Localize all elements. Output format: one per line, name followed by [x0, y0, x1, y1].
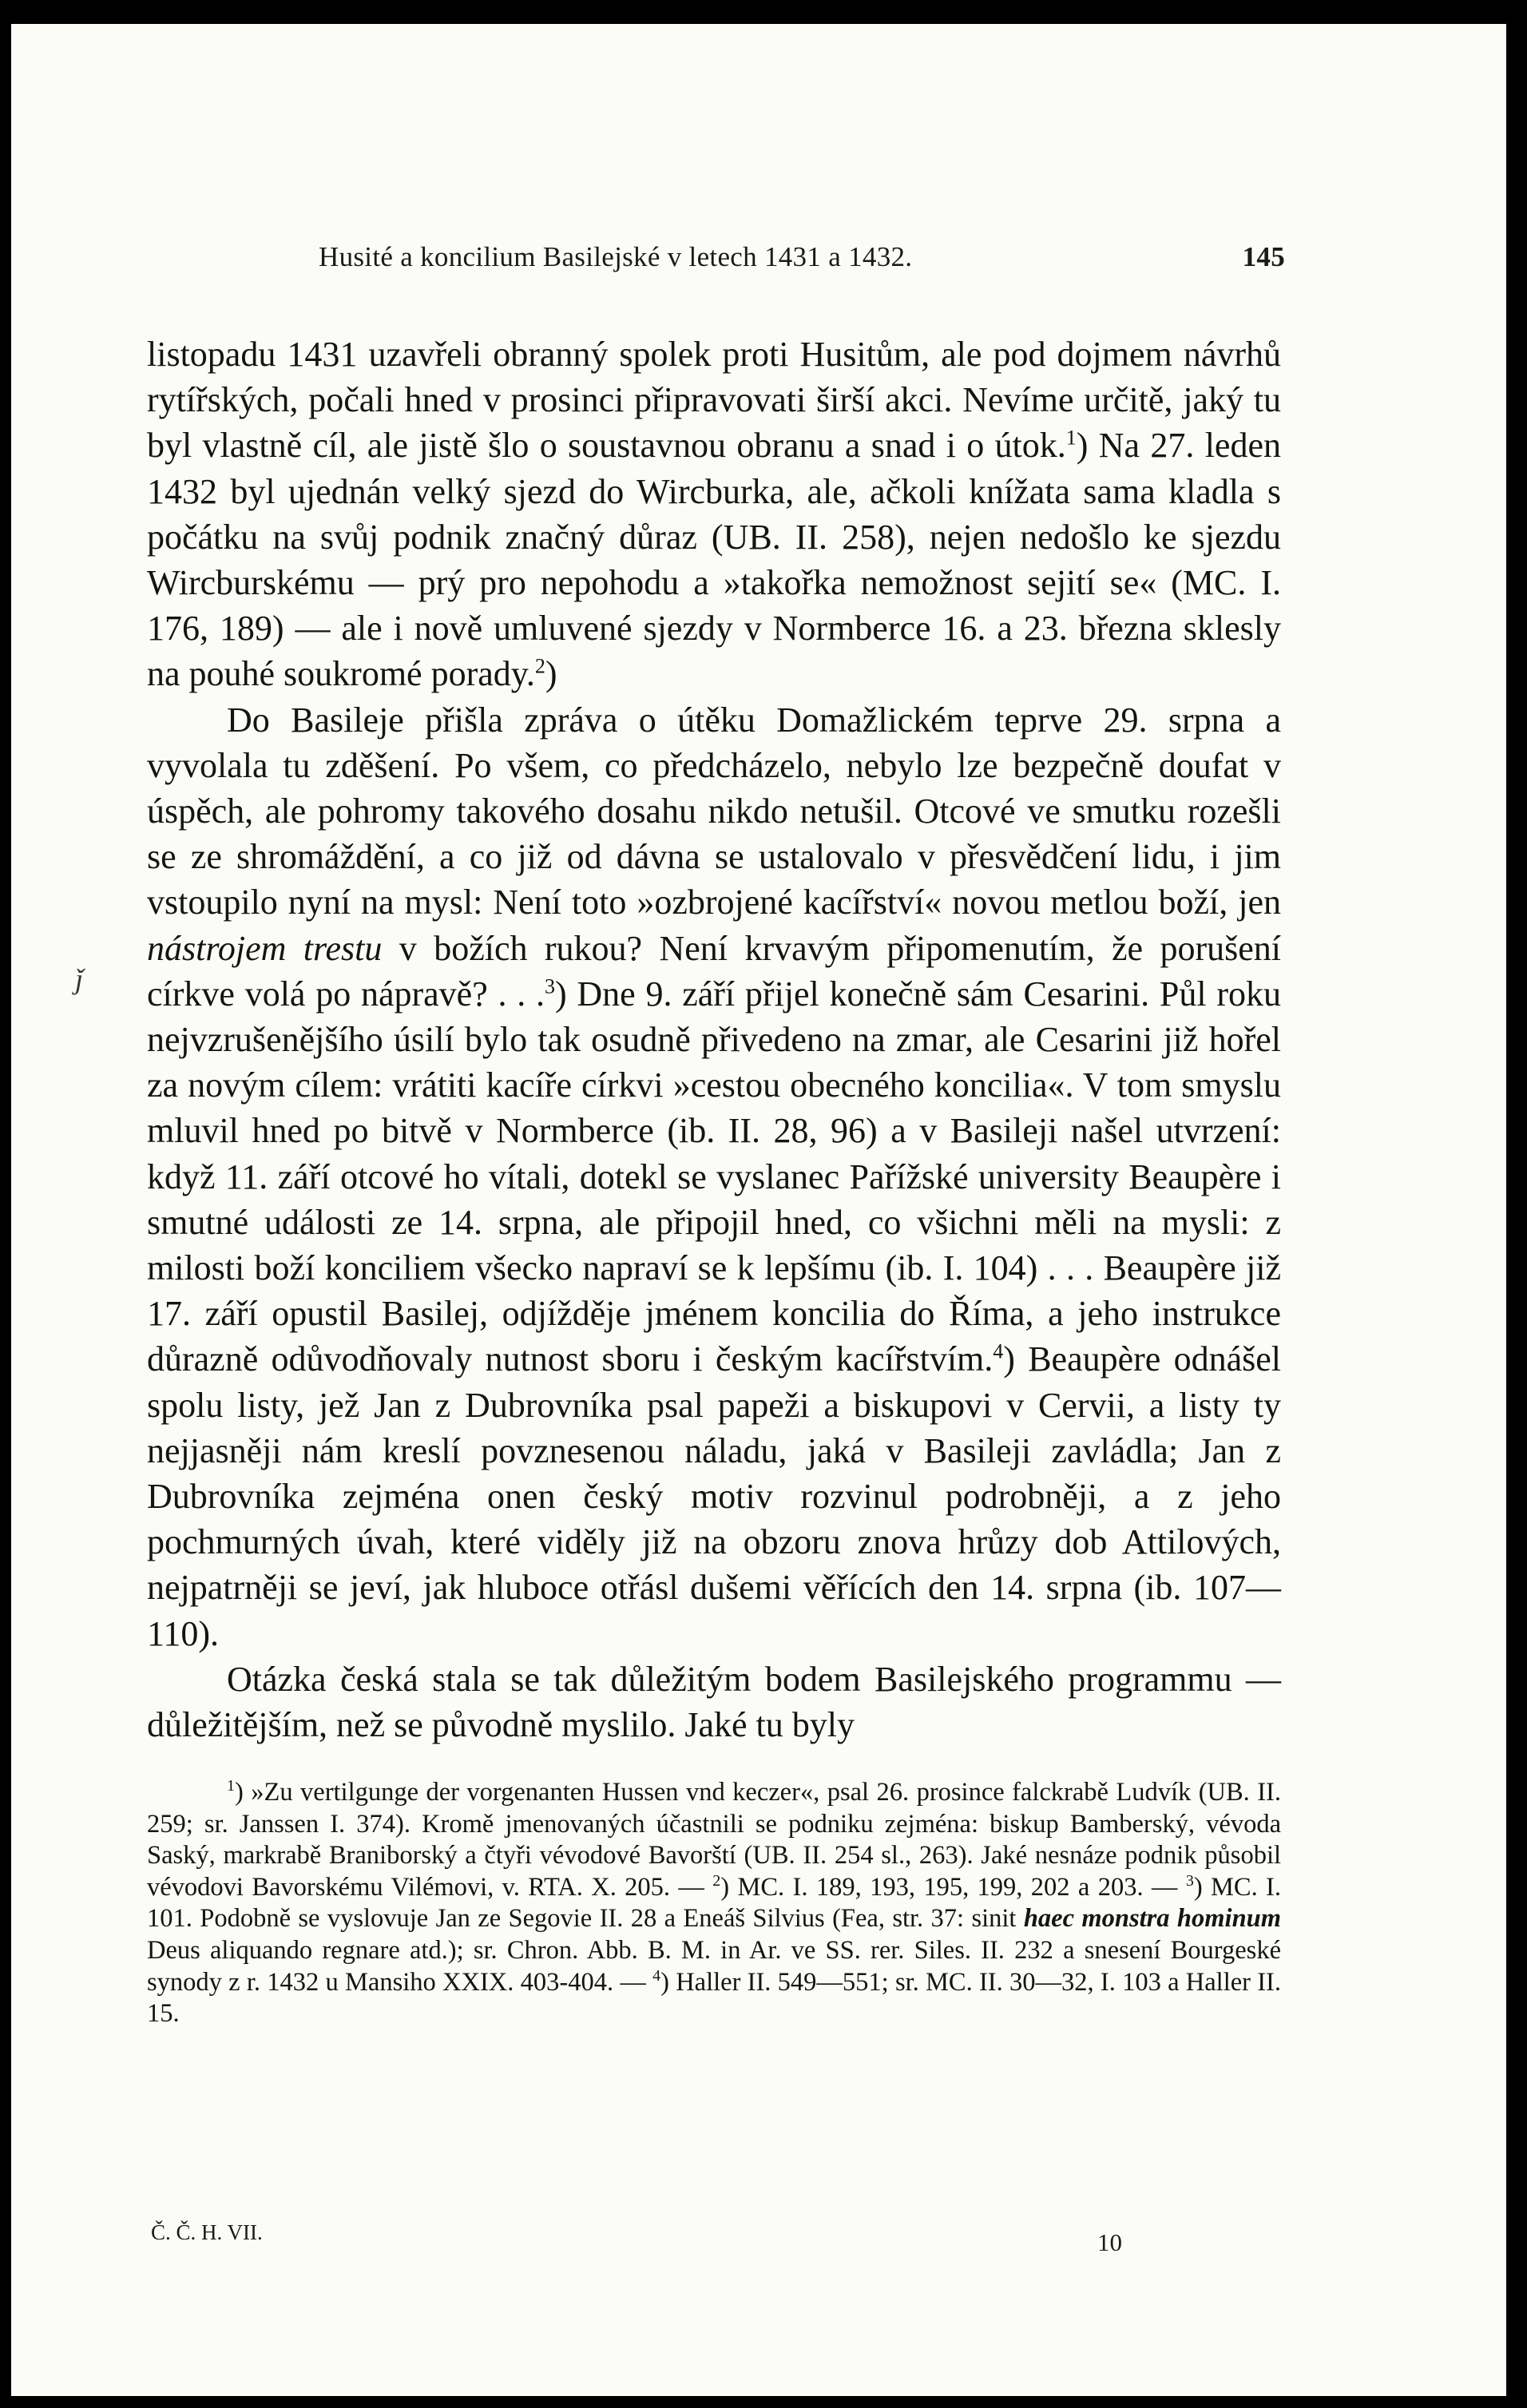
paragraph: Otázka česká stala se tak důležitým bodem Basilejského programmu — důležitějším, než se původně myslilo. Jaké tu byly: [147, 1659, 1281, 1745]
signature-mark: Č. Č. H. VII.: [151, 2220, 263, 2244]
footnote-ref: 4: [993, 1339, 1004, 1363]
footnote-ref: 3: [545, 974, 555, 998]
book-page: [11, 24, 1506, 2396]
italic-phrase: nástrojem trestu: [147, 928, 383, 968]
footnote-block: $^1$) »Zu vertilgunge der vorgenanten Hussen vnd keczer«, psal 26. prosince falckrabě Ludvík (UB. II. 259; sr. Janssen I. 374). Kromě jmenovaných účastnili se podniku zejména: biskup Bamberský, vévoda Saský, markrabě Braniborský a čtyři vévodové Bavorští (UB. II. 254 sl., 263). Jaké nesnáze podnik působil vévodovi Bavorskému Vilémovi, v. RTA. X. 205. — $^2$) MC. I. 189, 193, 195, 199, 202 a 203. — $^3$) MC. I. 101. Podobně se vyslovuje Jan ze Segovie II. 28 a Eneáš Silvius (Fea, str. 37: sinit haec monstra hominum Deus aliquando regnare atd.); sr. Chron. Abb. B. M. in Ar. ve SS. rer. Siles. II. 232 a snesení Bourgeské synody z r. 1432 u Mansiho XXIX. 403-404. — $^4$) Haller II. 549—551; sr. MC. II. 30—32, I. 103 a Haller II. 15.: [147, 1777, 1282, 2029]
page-number: 145: [1242, 241, 1285, 272]
margin-mark: ǰ: [75, 963, 84, 995]
paragraph: Do Basileje přišla zpráva o útěku Domažlickém teprve 29. srpna a vyvolala tu zděšení. Po všem, co předcházelo, nebylo lze bezpečně doufat v úspěch, ale pohromy takového dosahu nikdo netušil. Otcové ve smutku rozešli se ze shromáždění, a co již od dávna se ustalovalo v přesvědčení lidu, i jim vstoupilo nyní na mysl: Není toto »ozbrojené kacířství« novou metlou boží, jen nástrojem trestu v božích rukou? Není krvavým připomenutím, že porušení církve volá po nápravě? . . .$^3$) Dne 9. září přijel konečně sám Cesarini. Půl roku nejvzrušenějšího úsilí bylo tak osudně přivedeno na zmar, ale Cesarini již hořel za novým cílem: vrátiti kacíře církvi »cestou obecného koncilia«. V tom smyslu mluvil hned po bitvě v Normberce (ib. II. 28, 96) a v Basileji našel utvrzení: když 11. září otcové ho vítali, dotekl se vyslanec Pařížské university Beaupère i smutné události ze 14. srpna, ale připojil hned, co všichni měli na mysli: z milosti boží konciliem všecko napraví se k lepšímu (ib. I. 104) . . . Beaupère již 17. září opustil Basilej, odjížděje jménem koncilia do Říma, a jeho instrukce důrazně odůvodňovaly nutnost sboru i českým kacířstvím.$^4$) Beaupère odnášel spolu listy, jež Jan z Dubrovníka psal papeži a biskupovi v Cervii, a listy ty nejjasněji nám kreslí povznesenou náladu, jaká v Basileji zavládla; Jan z Dubrovníka zejména onen český motiv rozvinul podrobněji, a z jeho pochmurných úvah, které viděly již na obzoru znova hrůzy dob Attilových, nejpatrněji se jeví, jak hluboce otřásl dušemi věřících den 14. srpna (ib. 107—110).: [147, 700, 1281, 1653]
footnotes: [147, 1777, 1281, 2030]
footnote-ref: 1: [1065, 426, 1077, 450]
main-text: [147, 331, 1281, 1747]
paragraph: listopadu 1431 uzavřeli obranný spolek proti Husitům, ale pod dojmem návrhů rytířských, počali hned v prosinci připravovati širší akci. Nevíme určitě, jaký tu byl vlastně cíl, ale jistě šlo o soustavnou obranu a snad i o útok.$^1$) Na 27. leden 1432 byl ujednán velký sjezd do Wircburka, ale, ačkoli knížata sama kladla s počátku na svůj podnik značný důraz (UB. II. 258), nejen nedošlo ke sjezdu Wircburskému — prý pro nepohodu a »takořka nemožnost sejití se« (MC. I. 176, 189) — ale i nově umluvené sjezdy v Normberce 16. a 23. března sklesly na pouhé soukromé porady.$^2$): [147, 335, 1281, 694]
italic-phrase: haec monstra hominum: [1023, 1904, 1281, 1934]
running-title: Husité a koncilium Basilejské v letech 1431 a 1432.: [319, 241, 913, 272]
sheet-number: 10: [1097, 2228, 1122, 2256]
footnote-ref: 2: [534, 654, 545, 678]
